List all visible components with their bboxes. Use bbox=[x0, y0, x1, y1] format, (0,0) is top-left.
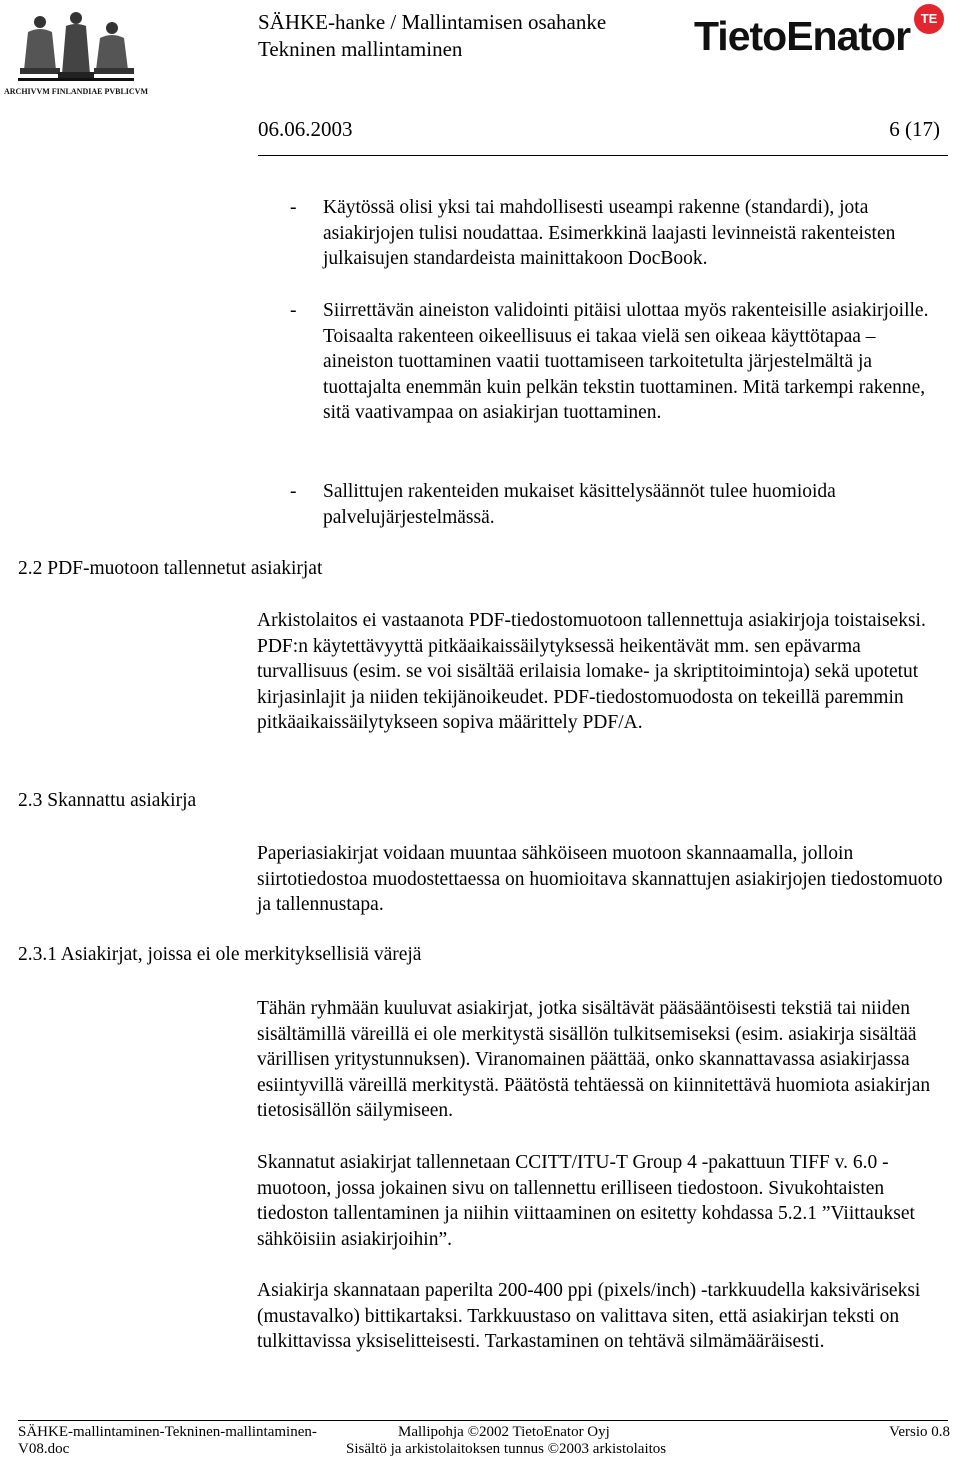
brand-logo: TietoEnator bbox=[694, 13, 911, 59]
footer-content-rights: Sisältö ja arkistolaitoksen tunnus ©2003 arkistolaitos bbox=[346, 1441, 667, 1457]
paragraph-scan: Paperiasiakirjat voidaan muuntaa sähköiseen muotoon skannaamalla, jolloin siirtotiedostoa muodostettaessa on huomioitava skannattujen asiakirjojen tiedostomuoto ja tallennustapa. bbox=[257, 843, 943, 916]
section-heading: 2.3 Skannattu asiakirja bbox=[18, 790, 197, 811]
bullet-dash: - bbox=[290, 300, 297, 321]
brand-badge: TE bbox=[914, 4, 944, 34]
paragraph-pdf: Arkistolaitos ei vastaanota PDF-tiedostomuotoon tallennettuja asiakirjoja toistaiseksi. PDF:n käytettävyyttä pitkäaikaissäilytyksessä heikentävät mm. sen epävarma turvallisuus (esim. se voi sisältää erilaisia lomake- ja skriptitoimintoja) sekä upotetut kirjasinlajit ja niiden tekijänoikeudet. PDF-tiedostomuodosta on tekeillä paremmin pitkäaikaissäilytykseen sopiva määrittely PDF/A. bbox=[257, 610, 926, 734]
bullet-dash: - bbox=[290, 481, 297, 502]
bullet-text: Sallittujen rakenteiden mukaiset käsittelysäännöt tulee huomioida palvelujärjestelmässä. bbox=[323, 481, 836, 528]
footer-filename: SÄHKE-mallintaminen-Tekninen-mallintaminen- bbox=[18, 1424, 317, 1440]
footer-divider bbox=[18, 1420, 948, 1421]
bullet-item bbox=[290, 195, 940, 272]
footer-version: Versio 0.8 bbox=[889, 1424, 950, 1440]
bullet-text: Käytössä olisi yksi tai mahdollisesti useampi rakenne (standardi), jota asiakirjojen tulisi noudattaa. Esimerkkinä laajasti levinneistä rakenteisten julkaisujen standardeista mainittakoon DocBook. bbox=[323, 197, 896, 270]
paragraph-nocolor-2: Skannatut asiakirjat tallennetaan CCITT/ITU-T Group 4 -pakattuun TIFF v. 6.0 -muotoon, jossa jokainen sivu on tallennettu erilliseen tiedostoon. Sivukohtaisten tiedoston tallentaminen ja niihin viittaaminen on esitetty kohdassa 5.2.1 ”Viittaukset sähköisiin asiakirjoihin”. bbox=[257, 1152, 915, 1250]
paragraph-nocolor-3: Asiakirja skannataan paperilta 200-400 ppi (pixels/inch) -tarkkuudella kaksiväriseksi (mustavalko) bittikartaksi. Tarkkuustaso on valittava siten, että asiakirjan teksti on tulkittavissa yksiselitteisesti. Tarkastaminen on tehtävä silmämääräisesti. bbox=[257, 1280, 921, 1353]
bullet-item bbox=[290, 298, 940, 426]
document-title: SÄHKE-hanke / Mallintamisen osahanke bbox=[258, 10, 607, 34]
footer-template: Mallipohja ©2002 TietoEnator Oyj bbox=[398, 1424, 610, 1440]
document-subtitle: Tekninen mallintaminen bbox=[258, 37, 463, 61]
paragraph-nocolor-1: Tähän ryhmään kuuluvat asiakirjat, jotka sisältävät pääsääntöisesti tekstiä tai niiden sisältämillä väreillä ei ole merkitystä sisällön tulkitsemiseksi (esim. asiakirja sisältää värillisen yritystunnuksen). Viranomainen päättää, onko skannattavassa asiakirjassa esiintyvillä väreillä merkitystä. Päätöstä tehtäessä on kiinnitettävä huomiota asiakirjan tietosisällön säilymiseen. bbox=[257, 998, 931, 1122]
bullet-text: Siirrettävän aineiston validointi pitäisi ulottaa myös rakenteisille asiakirjoille. Toisaalta rakenteen oikeellisuus ei takaa vielä sen oikeaa käyttötapaa – aineiston tuottaminen vaatii tuottamiseen tarkoitetulta järjestelmältä ja tuottajalta enemmän kuin pelkän tekstin tuottaminen. Mitä tarkempi rakenne, sitä vaativampaa on asiakirjan tuottaminen. bbox=[323, 300, 929, 424]
section-heading: 2.3.1 Asiakirjat, joissa ei ole merkityksellisiä värejä bbox=[18, 944, 422, 965]
header-divider bbox=[258, 155, 948, 156]
footer-filename-ext: V08.doc bbox=[18, 1441, 70, 1457]
bullet-dash: - bbox=[290, 197, 297, 218]
bullet-item bbox=[290, 479, 940, 530]
archive-logo bbox=[4, 8, 148, 98]
document-date: 06.06.2003 bbox=[258, 117, 353, 141]
page-number: 6 (17) bbox=[889, 117, 940, 141]
svg-text:ARCHIVVM FINLANDIAE PVBLICVM: ARCHIVVM FINLANDIAE PVBLICVM bbox=[4, 87, 148, 96]
section-heading: 2.2 PDF-muotoon tallennetut asiakirjat bbox=[18, 558, 323, 579]
